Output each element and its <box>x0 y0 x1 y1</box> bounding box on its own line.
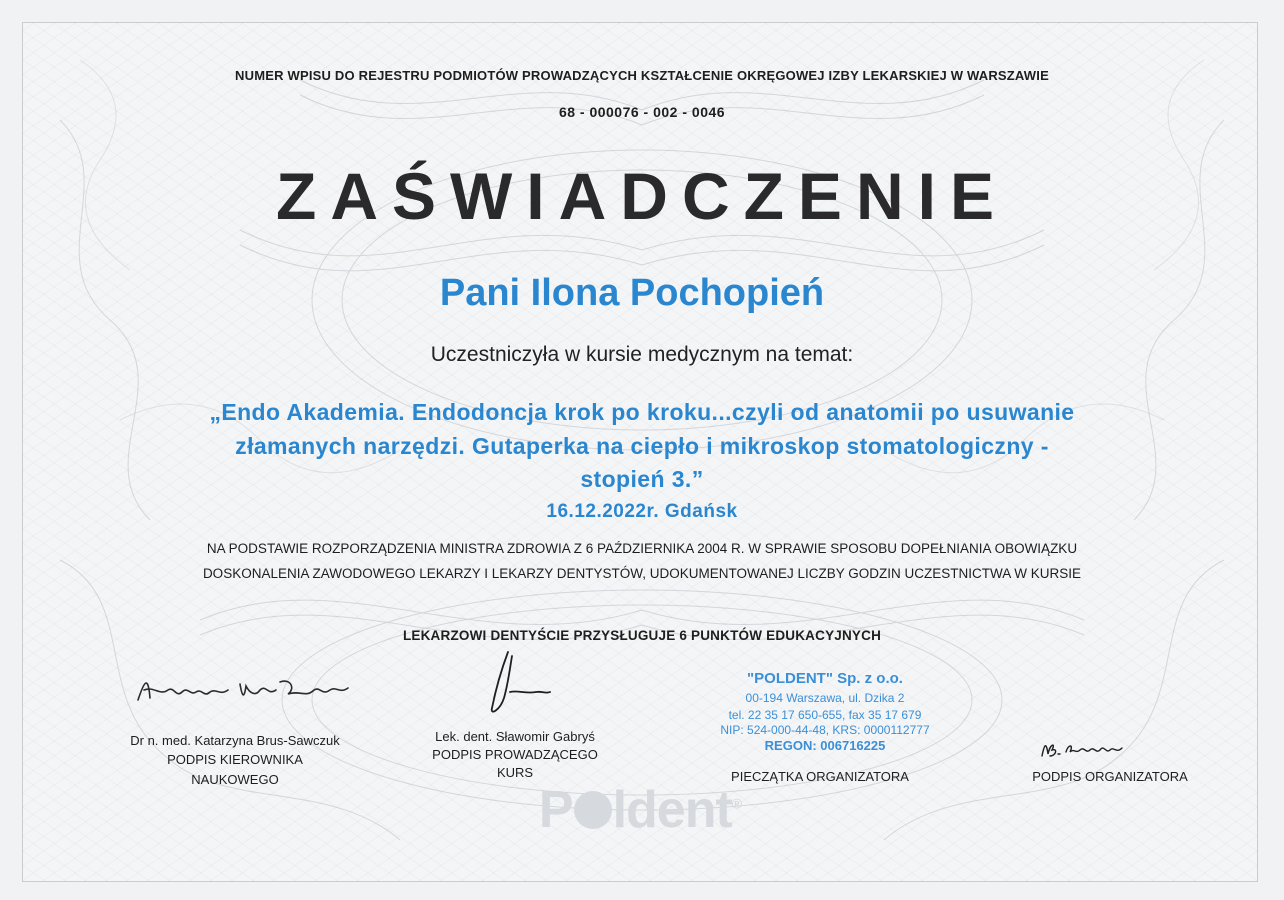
course-topic-line-3: stopień 3.” <box>580 466 704 492</box>
course-lead-role-line-2: KURS <box>496 765 534 780</box>
signature-course-lead <box>480 648 560 723</box>
poldent-logo-text-start: P <box>538 781 573 839</box>
stamp-address: 00-194 Warszawa, ul. Dzika 2 <box>745 691 905 705</box>
registered-mark: ® <box>731 795 742 812</box>
organizer-signature-caption: PODPIS ORGANIZATORA <box>1032 769 1188 784</box>
signature-scientific-head <box>130 660 360 718</box>
education-points-statement: LEKARZOWI DENTYŚCIE PRZYSŁUGUJE 6 PUNKTÓW EDUKACYJNYCH <box>402 628 882 643</box>
course-lead-name: Lek. dent. Sławomir Gabryś <box>435 729 595 744</box>
scientific-head-role-line-1: PODPIS KIEROWNIKA <box>167 752 303 767</box>
stamp-phone: tel. 22 35 17 650-655, fax 35 17 679 <box>728 708 922 722</box>
stamp-company-name: "POLDENT" Sp. z o.o. <box>747 670 903 687</box>
organizer-stamp-caption: PIECZĄTKA ORGANIZATORA <box>731 769 909 784</box>
course-topic-line-1: „Endo Akademia. Endodoncja krok po kroku...czyli od anatomii po usuwanie <box>209 399 1075 425</box>
poldent-logo <box>440 780 840 840</box>
scientific-head-name: Dr n. med. Katarzyna Brus-Sawczuk <box>130 733 340 748</box>
legal-basis-line-1: NA PODSTAWIE ROZPORZĄDZENIA MINISTRA ZDROWIA Z 6 PAŹDZIERNIKA 2004 R. W SPRAWIE SPOSOBU DOPEŁNIANIA OBOWIĄZKU <box>206 541 1078 556</box>
stamp-regon: REGON: 006716225 <box>764 738 886 753</box>
stamp-nip-krs: NIP: 524-000-44-48, KRS: 0000112777 <box>720 723 930 737</box>
poldent-logo-text-end: ldent <box>612 781 732 839</box>
registry-number: 68 - 000076 - 002 - 0046 <box>558 104 726 120</box>
legal-basis-line-2: DOSKONALENIA ZAWODOWEGO LEKARZY I LEKARZY DENTYSTÓW, UDOKUMENTOWANEJ LICZBY GODZIN UCZESTNICTWA W KURSIE <box>202 566 1082 581</box>
poldent-logo-circle-icon <box>574 791 612 829</box>
certificate-title: ZAŚWIADCZENIE <box>276 159 1008 233</box>
course-date-place: 16.12.2022r. Gdańsk <box>546 501 738 522</box>
course-topic-line-2: złamanych narzędzi. Gutaperka na ciepło i mikroskop stomatologiczny - <box>235 433 1049 459</box>
course-lead-role-line-1: PODPIS PROWADZĄCEGO <box>432 747 598 762</box>
signature-organizer <box>1036 736 1136 762</box>
recipient-name: Pani Ilona Pochopień <box>439 272 825 314</box>
scientific-head-role-line-2: NAUKOWEGO <box>191 772 279 787</box>
registry-header: NUMER WPISU DO REJESTRU PODMIOTÓW PROWADZĄCYCH KSZTAŁCENIE OKRĘGOWEJ IZBY LEKARSKIEJ W WARSZAWIE <box>235 68 1049 83</box>
participation-intro: Uczestniczyła w kursie medycznym na temat: <box>430 343 854 366</box>
